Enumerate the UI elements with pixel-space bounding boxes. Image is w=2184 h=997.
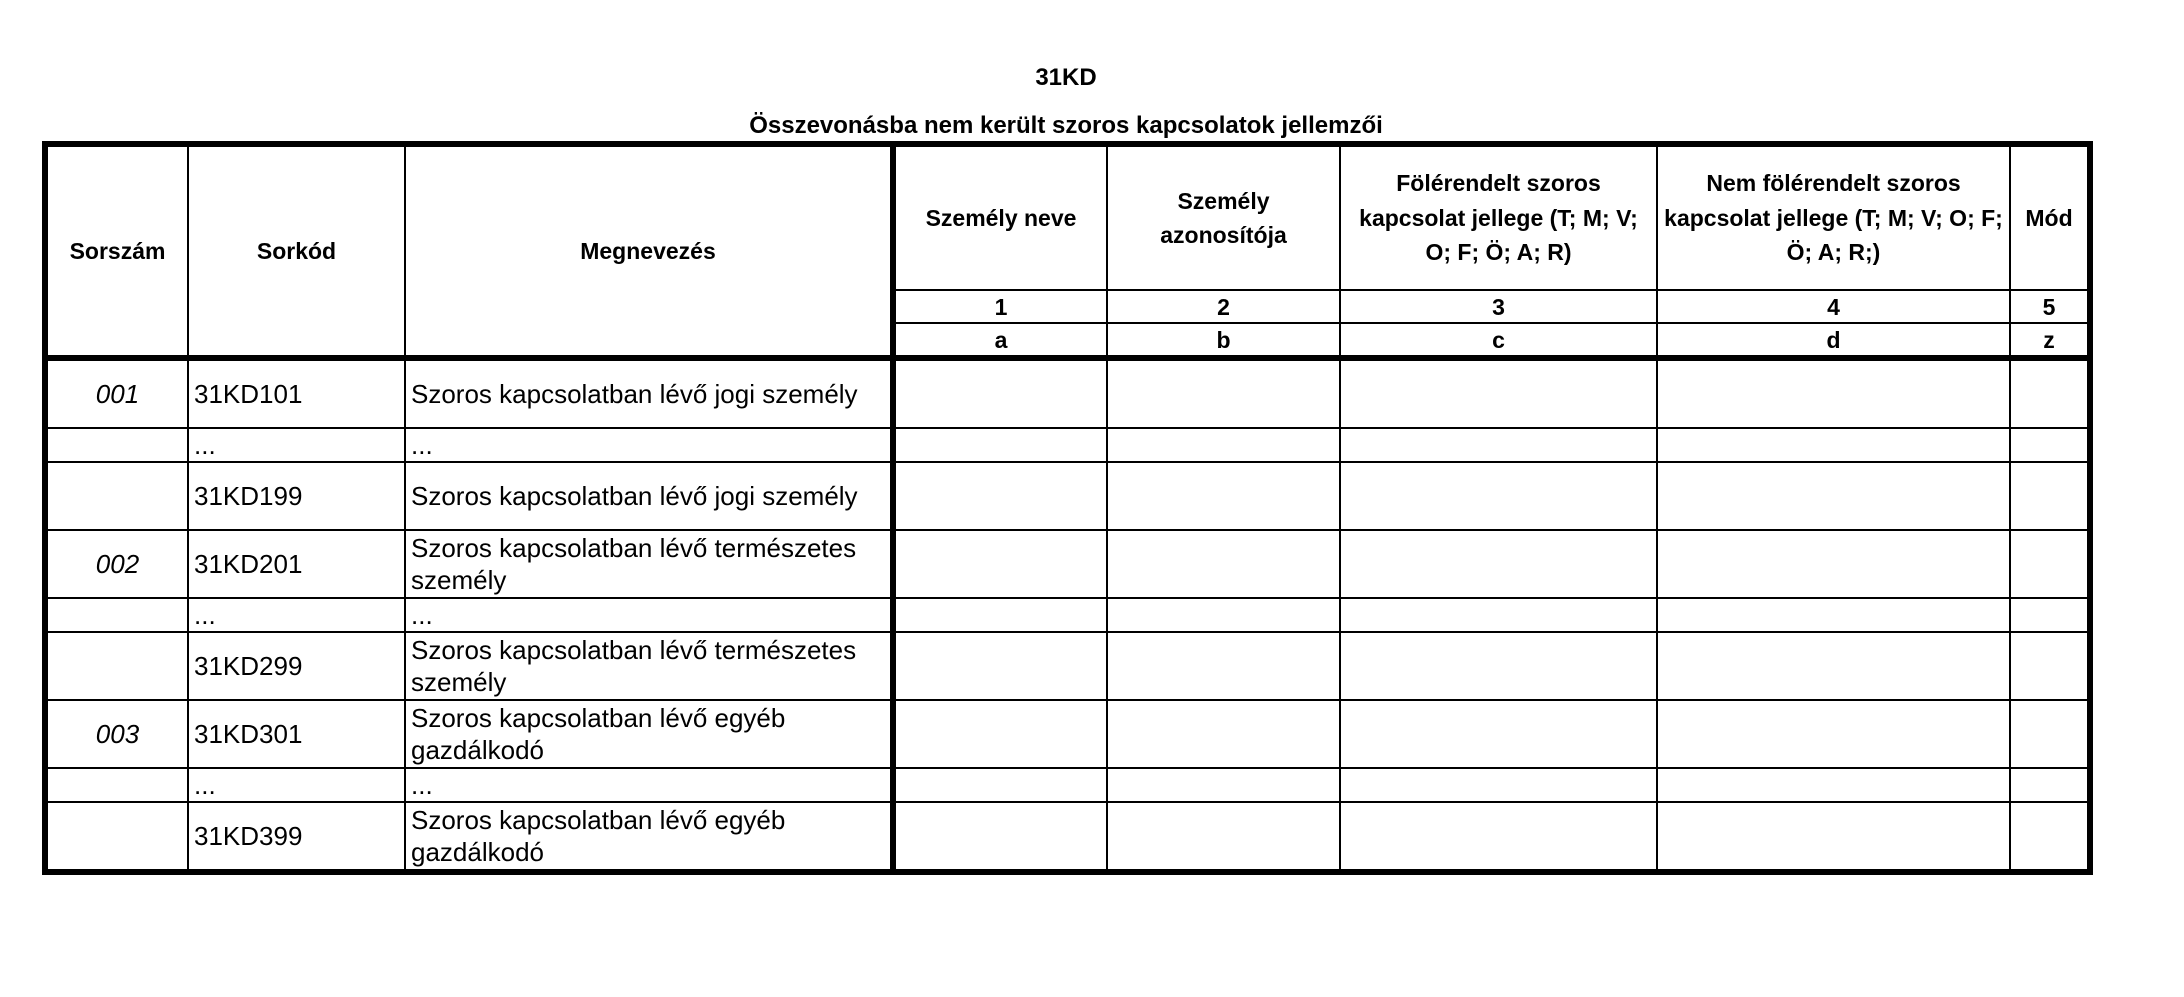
cell-c[interactable] — [1340, 530, 1657, 598]
row-megnevezes: Szoros kapcsolatban lévő természetes személy — [405, 530, 893, 598]
cell-b[interactable] — [1107, 632, 1340, 700]
cell-z[interactable] — [2010, 802, 2090, 872]
table-row — [45, 632, 2090, 700]
row-megnevezes: Szoros kapcsolatban lévő jogi személy — [405, 462, 893, 530]
table-row — [45, 428, 2090, 462]
cell-b[interactable] — [1107, 358, 1340, 428]
row-sorkod: 31KD199 — [188, 462, 405, 530]
cell-d[interactable] — [1657, 428, 2010, 462]
cell-c[interactable] — [1340, 358, 1657, 428]
row-sorkod: 31KD101 — [188, 358, 405, 428]
cell-c[interactable] — [1340, 700, 1657, 768]
column-letter: d — [1657, 323, 2010, 358]
cell-z[interactable] — [2010, 428, 2090, 462]
row-sorkod: ... — [188, 598, 405, 632]
row-sorkod: 31KD299 — [188, 632, 405, 700]
row-sorszam — [45, 598, 188, 632]
cell-c[interactable] — [1340, 598, 1657, 632]
cell-b[interactable] — [1107, 530, 1340, 598]
header-folerendelt: Fölérendelt szoros kapcsolat jellege (T; M; V; O; F; Ö; A; R) — [1340, 144, 1657, 290]
row-sorkod: ... — [188, 428, 405, 462]
cell-z[interactable] — [2010, 530, 2090, 598]
form-subtitle: Összevonásba nem került szoros kapcsolatok jellemzői — [749, 112, 1383, 139]
row-megnevezes: Szoros kapcsolatban lévő egyéb gazdálkodó — [405, 700, 893, 768]
row-sorkod: 31KD301 — [188, 700, 405, 768]
cell-a[interactable] — [893, 700, 1107, 768]
row-sorkod: 31KD399 — [188, 802, 405, 872]
column-letter: c — [1340, 323, 1657, 358]
row-megnevezes: ... — [405, 768, 893, 802]
cell-a[interactable] — [893, 530, 1107, 598]
cell-d[interactable] — [1657, 462, 2010, 530]
row-sorszam — [45, 632, 188, 700]
header-nem-folerendelt: Nem fölérendelt szoros kapcsolat jellege (T; M; V; O; F; Ö; A; R;) — [1657, 144, 2010, 290]
table-row — [45, 768, 2090, 802]
cell-a[interactable] — [893, 802, 1107, 872]
cell-d[interactable] — [1657, 768, 2010, 802]
table-row — [45, 358, 2090, 428]
row-sorszam: 003 — [45, 700, 188, 768]
data-table — [42, 141, 2093, 875]
row-megnevezes: Szoros kapcsolatban lévő egyéb gazdálkodó — [405, 802, 893, 872]
cell-a[interactable] — [893, 598, 1107, 632]
cell-a[interactable] — [893, 462, 1107, 530]
cell-a[interactable] — [893, 358, 1107, 428]
row-megnevezes: Szoros kapcsolatban lévő természetes személy — [405, 632, 893, 700]
row-sorszam: 002 — [45, 530, 188, 598]
cell-z[interactable] — [2010, 632, 2090, 700]
header-megnevezes: Megnevezés — [405, 144, 893, 358]
cell-c[interactable] — [1340, 632, 1657, 700]
cell-c[interactable] — [1340, 462, 1657, 530]
cell-d[interactable] — [1657, 632, 2010, 700]
header-szemely-neve: Személy neve — [893, 144, 1107, 290]
cell-b[interactable] — [1107, 462, 1340, 530]
row-megnevezes: Szoros kapcsolatban lévő jogi személy — [405, 358, 893, 428]
header-szemely-azonositoja: Személy azonosítója — [1107, 144, 1340, 290]
cell-b[interactable] — [1107, 700, 1340, 768]
column-number: 5 — [2010, 290, 2090, 323]
row-sorszam — [45, 428, 188, 462]
row-sorszam — [45, 802, 188, 872]
table-row — [45, 598, 2090, 632]
cell-b[interactable] — [1107, 428, 1340, 462]
cell-a[interactable] — [893, 768, 1107, 802]
row-megnevezes: ... — [405, 428, 893, 462]
cell-z[interactable] — [2010, 768, 2090, 802]
cell-b[interactable] — [1107, 768, 1340, 802]
table-row — [45, 530, 2090, 598]
header-mod: Mód — [2010, 144, 2090, 290]
table-row — [45, 462, 2090, 530]
column-letter: b — [1107, 323, 1340, 358]
row-sorkod: ... — [188, 768, 405, 802]
cell-z[interactable] — [2010, 700, 2090, 768]
cell-c[interactable] — [1340, 802, 1657, 872]
cell-b[interactable] — [1107, 598, 1340, 632]
row-sorszam — [45, 462, 188, 530]
form-code: 31KD — [1035, 64, 1097, 91]
column-number: 2 — [1107, 290, 1340, 323]
row-sorkod: 31KD201 — [188, 530, 405, 598]
cell-d[interactable] — [1657, 598, 2010, 632]
column-letter: a — [893, 323, 1107, 358]
column-number: 4 — [1657, 290, 2010, 323]
cell-d[interactable] — [1657, 358, 2010, 428]
cell-z[interactable] — [2010, 358, 2090, 428]
row-sorszam: 001 — [45, 358, 188, 428]
cell-c[interactable] — [1340, 428, 1657, 462]
cell-a[interactable] — [893, 428, 1107, 462]
header-sorszam: Sorszám — [45, 144, 188, 358]
column-number: 3 — [1340, 290, 1657, 323]
row-sorszam — [45, 768, 188, 802]
header-sorkod: Sorkód — [188, 144, 405, 358]
cell-c[interactable] — [1340, 768, 1657, 802]
column-number: 1 — [893, 290, 1107, 323]
table-row — [45, 802, 2090, 872]
cell-d[interactable] — [1657, 530, 2010, 598]
cell-z[interactable] — [2010, 462, 2090, 530]
cell-z[interactable] — [2010, 598, 2090, 632]
column-letter: z — [2010, 323, 2090, 358]
cell-d[interactable] — [1657, 802, 2010, 872]
cell-d[interactable] — [1657, 700, 2010, 768]
table-row — [45, 700, 2090, 768]
cell-b[interactable] — [1107, 802, 1340, 872]
row-megnevezes: ... — [405, 598, 893, 632]
cell-a[interactable] — [893, 632, 1107, 700]
